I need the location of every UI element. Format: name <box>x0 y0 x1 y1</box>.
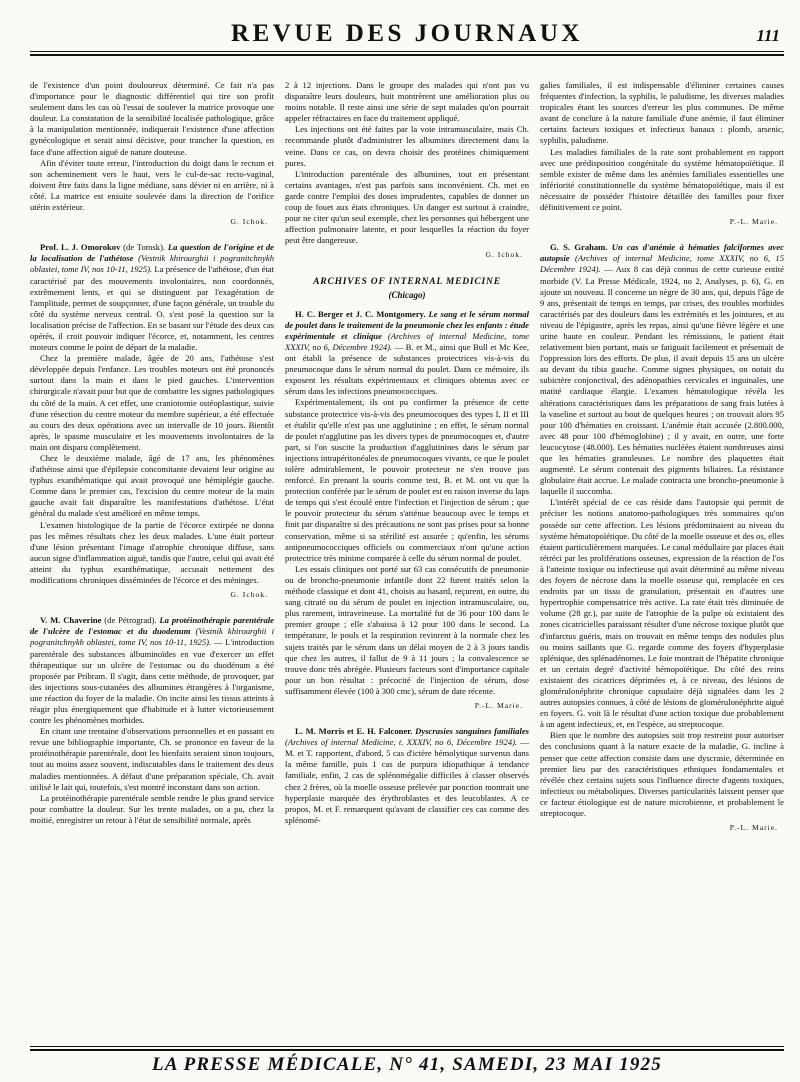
paragraph: Chez le deuxième malade, âgé de 17 ans, les phénomènes d'athétose ainsi que d'épilepsie concomitante devaient leur origine au typhus exanthématique qui avait provoqué une hémiplégie gauche. Comme dans le premier cas, l'excision du centre moteur de la main gauche avait fait disparaître les manifestations d'athétose. L'état général du malade s'est amélioré en même temps. <box>30 453 274 519</box>
article-source: (Archives of internal Medicine, tome XXXIV, no 6, Décembre 1924). <box>285 330 529 352</box>
signature: P.-L. Marie. <box>474 700 523 710</box>
article-source: (Archives of internal Medicine, t. XXXIV, no 6, Décembre 1924). <box>285 737 518 748</box>
paragraph: galies familiales, il est indispensable d'éliminer certaines causes fréquentes d'infection, la syphilis, le paludisme, les diverses maladies tropicales étant les sources d'erreur les plus communes. De même avant de conclure à la nature familiale d'une anémie, il faut éliminer certains facteurs toxiques et infectieux banaux : plomb, arsenic, syphilis, paludisme. <box>540 80 784 146</box>
article-chaverine <box>30 615 274 726</box>
article-text: — L'introduction parentérale des substances albuminoïdes en vue d'exercer un effet thérapeutique sur un ulcère de l'estomac ou du duodénum a été proposée par Pribram. Il s'agit, dans cette méthode, de provoquer, par des injections sous-cutanées des albumines étrangères à l'organisme, une réaction du foyer de la maladie. On incite ainsi les tissus atteints à réagir plus énergiquement que d'habitude et à lutter victorieusement contre les phénomènes morbides. <box>30 637 274 726</box>
signature: G. Ichok. <box>230 217 268 227</box>
signature: P.-L. Marie. <box>729 823 778 833</box>
paragraph: de l'existence d'un point douloureux déterminé. Ce fait n'a pas d'importance pour le diagnostic différentiel qui tire son profit seulement dans les cas où l'essai de soulever la matrice provoque une douleur. La constatation de la sensibilité localisée pathologique, grâce à la manipulation mentionnée, indiquerait l'existence d'une affection gynécologique et serait ainsi décisive, pour trancher la question, en face d'une affection aiguë de nature douteuse. <box>30 80 274 157</box>
paragraph: L'introduction parentérale des albumines, tout en présentant certains avantages, n'est pas parfois sans inconvénient. Ch. met en garde contre l'emploi des doses imprudentes, capables de donner un coup de fouet aux états chroniques. Un danger est surtout à craindre, pour ne citer qu'un seul exemple, chez les personnes qui hébergent une affection pulmonaire latente, et pour lesquelles la réaction du foyer peut être dangereuse. <box>285 168 529 246</box>
paragraph: Les injections ont été faites par la voie intramusculaire, mais Ch. recommande plutôt d'administrer les albumines directement dans la veine. Dans ce cas, on devra choisir des protéines chimiquement pures. <box>285 124 529 168</box>
article-source: (Vestnik khirourghii i pogranitchnykh oblastei, tome IV, nos 10-11, 1925). <box>30 626 274 648</box>
paragraph: Les maladies familiales de la rate sont probablement en rapport avec une prédisposition congénitale du système hématopoïétique. Il semble exister de même dans les anémies familiales essentielles une infériorité constitutionnelle du système hématopoïétique, mais il est nécessaire de posséder l'histoire détaillée des familles pour fixer définitivement ce point. <box>540 146 784 213</box>
article-text: La présence de l'athétose, d'un état caractérisé par des mouvements involontaires, non coordonnés, extrêmement lents, et qui se distinguent par l'exagération de l'amplitude, permet de soupçonner, d'une façon générale, un trouble du côté du système nerveux central. O. s'est posé la question sur la localisation précise de l'affection. En se basant sur l'étude des deux cas opérés, il croit pouvoir indiquer l'écorce, et, notamment, les centres moteurs comme le point de départ de la maladie. <box>30 264 274 353</box>
paragraph: La protéinothérapie parentérale semble rendre le plus grand service pour combattre la douleur. Sur les trente malades, on a pu, chez la moitié, enregistrer un retour à l'état de sensibilité normale, après <box>30 792 274 825</box>
article-omorokov <box>30 242 274 353</box>
article-text: — M. et T. rapportent, d'abord, 5 cas d'ictère hémolytique survenus dans la même famille, puis 1 cas de purpura idiopathique à tendance familiale, enfin, 2 cas de splénomégalie difficiles à classer observés chez 2 frères, où la moelle osseuse prélevée par ponction montrait une hyperplasie marquée des érythroblastes et des leucoblastes. A ce propos, M. et F. remarquent qu'avant de classifier ces cas comme des splénomé- <box>285 737 529 825</box>
article-text: — Aux 8 cas déjà connus de cette curieuse entité morbide (V. La Presse Médicale, 1924, no 2, Analyses, p. 6), G. en ajoute un nouveau. Il concerne un nègre de 30 ans, qui, depuis l'âge de 9 ans, présentait de temps en temps, par crises, des troubles morbides caractérisés par des douleurs dans les extrémités et les jointures, et au niveau de l'épigastre, après les repas, ainsi qu'une fièvre légère et une urine haute en couleur. Pendant les rémissions, le patient était relativement bien portant, mais se fatiguait facilement et présentait de l'oppression lors des efforts. De plus, il avait depuis 15 ans un ulcère au devant du tibia gauche. Comme signes physiques, on notait du subictère conjonctival, des adénopathies cervicales et inguinales, une matité cardiaque élargie. L'examen hématologique révéla les altérations caractéristiques dans les préparations de sang frais lutées à la vaseline et surtout au bout de quelques heures ; on trouvait alors 95 pour 100 d'hématies en croissant. L'anémie était accusée (2.800.000, avec 48 pour 100 d'hémoglobine) ; il y avait, en outre, une forte leucocytose (48.000). Les hématies nucléées étaient nombreuses ainsi que les hématies granuleuses. Le nombre des plaquettes était augmenté. Le sérum contenait des pigments biliaires. La résistance globulaire était accrue. Le malade contracta une broncho-pneumonie à laquelle il succomba. <box>540 264 784 497</box>
journal-section-title: ARCHIVES OF INTERNAL MEDICINE <box>313 276 501 287</box>
signature: G. Ichok. <box>485 250 523 260</box>
article-title: Le sang et le sérum normal de poulet dans le traitement de la pneumonie chez les enfants : étude expérimentale et clinique <box>285 308 529 341</box>
paragraph: 2 à 12 injections. Dans le groupe des malades qui n'ont pas vu disparaître leurs douleurs, huit montrèrent une amélioration plus ou moins notable. Il reste ainsi une série de sept malades qu'on pourrait appeler réfractaires en face du traitement appliqué. <box>285 80 529 124</box>
paragraph: Expérimentalement, ils ont pu confirmer la présence de cette substance protectrice vis-à-vis des pneumocoques des types I, II et III et établir qu'elle n'est pas une agglutinine ; en effet, le sérum normal de poulet n'agglutine pas les divers types de pneumocoques et, d'autre part, si l'on suscite la production d'agglutinines dans le sérum par injections intrapéritonéales de pneumocoques vivants, ce que le poulet tolère admirablement, le pouvoir protecteur ne s'en trouve pas renforcé. En prenant la souris comme test, B. et M. ont vu que la protection conférée par le sérum de poulet est en raison inverse du laps de temps qui s'est écoulé entre l'infection et l'injection de sérum ; que le pouvoir protecteur du sérum s'atténue beaucoup avec le temps et finit par disparaître si des précautions ne sont pas prises pour sa bonne conservation, même si sa stérilité est assurée ; qu'enfin, les sérums antipneumococciques officiels ou commerciaux n'ont qu'une action protectrice très minime comparée à celle du sérum normal de poulet. <box>285 397 529 563</box>
article-graham <box>540 242 784 497</box>
paragraph: L'examen histologique de la partie de l'écorce extirpée ne donna pas les mêmes résultats chez les deux malades. L'une était porteur d'une lésion présentant l'image d'atrophie chronique diffuse, sans aucun signe d'inflammation aiguë, tandis que l'autre, celui qui avait été atteint du typhus exanthématique, accusait nettement des modifications chroniques disséminées de l'écorce et des méninges. <box>30 519 274 586</box>
column-3 <box>540 80 784 1035</box>
article-author: G. S. Graham. <box>550 242 608 253</box>
paragraph: Bien que le nombre des autopsies soit trop restreint pour autoriser des conclusions quant à la nature exacte de la maladie, G. incline à penser que cette affection consiste dans une dyscrasie, déterminée en premier lieu par des caractéristiques ethniques fondamentales et révélée chez certains sujets sous l'influence directe d'agents toxiques, infectieux ou métaboliques. Diverses particularités laissent penser que ce facteur étiologique est de nature microbienne, et probablement le streptocoque. <box>540 730 784 818</box>
paragraph: Afin d'éviter toute erreur, l'introduction du doigt dans le rectum et son acheminement vers le haut, vers le cul-de-sac recto-vaginal, doivent être faits dans la ligne médiane, sans dévier ni en arrière, ni à côté. La matrice est ensuite soulevée dans la direction de l'orifice utérin extérieur. <box>30 157 274 213</box>
page-footer <box>30 1046 784 1077</box>
article-berger <box>285 309 529 398</box>
article-title: Un cas d'anémie à hématies falciformes avec autopsie <box>540 242 784 264</box>
signature: P.-L. Marie. <box>729 217 778 227</box>
article-place: (de Tomsk). <box>120 242 168 253</box>
article-text: — B. et M., ainsi que Bull et Mc Kee, ont établi la présence de substances protectrices vis-à-vis du pneumocoque dans le sérum normal du poulet. Dans ce mémoire, ils exposent les résultats expérimentaux et cliniques obtenus avec ce sérum dans les infections pneumococciques. <box>285 341 529 397</box>
page-header <box>30 0 784 56</box>
article-title: La question de l'origine et de la localisation de l'athétose <box>30 242 274 264</box>
article-source: (Vestnik khirourghii i pogranitchnykh oblastei, tome IV, nos 10-11, 1925). <box>30 253 274 275</box>
article-title: La protéinothérapie parentérale de l'ulcère de l'estomac et du duodenum <box>30 615 274 637</box>
article-author: V. M. Chaverine <box>40 615 102 626</box>
article-title: Dyscrasies sanguines familiales <box>412 726 529 737</box>
footer-text: LA PRESSE MÉDICALE, N° 41, SAMEDI, 23 MAI 1925 <box>152 1054 662 1075</box>
paragraph: Chez la première malade, âgée de 20 ans, l'athétose s'est développée depuis l'enfance. Les troubles moteurs ont été prononcés surtout dans la main et dans le pied gauches. L'intervention chirurgicale n'avait pour but que de combattre les signes pathologiques du côté de la main. A cet effet, une craniotomie ostéoplastique, suivie d'une résection du centre moteur du membre supérieur, a été effectuée au cours des deux opérations avec un intervalle de 10 jours. Bientôt après, le spasme musculaire et les mouvements involontaires de la main ont disparu complètement. <box>30 353 274 452</box>
column-1 <box>30 80 274 1035</box>
article-morris <box>285 726 529 826</box>
page-number: 111 <box>756 26 780 45</box>
article-author: H. C. Berger et J. C. Montgomery. <box>295 308 426 319</box>
signature: G. Ichok. <box>230 590 268 600</box>
paragraph: L'intérêt spécial de ce cas réside dans l'autopsie qui permit de préciser les notions anatomo-pathologiques très sommaires qu'on possède sur cette affection. Les lésions prédominaient au niveau du système hématopoïétique. Du côté de la moelle osseuse et des os, elles étaient particulièrement marquées. Le canal médullaire par places était rétréci par les proliférations osseuses, expression de la réaction de l'os à l'atteinte toxique ou infectieuse qui avait déterminé au même niveau des foyers de nécrose dans la moelle osseuse qui, remplacée en ces endroits par un tissu de granulation, présentait en d'autres une hypertrophie compensatrice très active. La rate était très diminuée de volume (28 gr.), par suite de l'atrophie de la pulpe où existaient des zones cicatricielles paraissant résulter d'une nécrose toxique plutôt que d'infarctus guéris, mais on trouvait en même temps des nodules plus ou moins saillants que G. regarde comme des foyers d'hyperplasie splénique, des splénadénomes. Le foie montrait de l'hépatite chronique et un certain degré d'activité hémopoïétique. Du côté des reins existaient des cicatrices déprimées et, à ce niveau, des lésions de glomérulonéphrite chronique capsulaire déjà signalées dans les 2 autres autopsies connues, à côté de lésions de glomérulonéphrite aiguë en foyers. G. voit là le résultat d'une action toxique due probablement à un agent infectieux, et, en l'espèce, au streptocoque. <box>540 497 784 730</box>
article-source: (Archives of internal Medicine, tome XXXIV, no 6, 15 Décembre 1924). <box>540 253 784 275</box>
article-columns <box>30 80 784 1035</box>
article-place: (de Pétrograd). <box>101 615 160 626</box>
column-2 <box>285 80 529 1035</box>
paragraph: Les essais cliniques ont porté sur 63 cas consécutifs de pneumonie ou de broncho-pneumonie infantile dont 22 furent traités selon la méthode classique et dont 41, choisis au hasard, reçurent, en outre, du sang citraté ou du sérum de poulet en injection intramusculaire, ou, plus rarement, intraveineuse. La mortalité fut de 36 pour 100 dans le premier groupe ; elle s'abaissa à 12 pour 100 dans le second. La température, le pouls et la respiration revinrent à la normale chez les sujets traités par le sérum dans un délai moyen de 2 à 3 jours tandis que chez les autres, il fallut de 9 à 11 jours ; la convalescence se trouve donc très abrégée. Plusieurs facteurs sont d'importance capitale pour un bon résultat : précocité de l'injection de sérum, dose suffisamment élevée (100 à 300 cmc), sérum de date récente. <box>285 563 529 696</box>
paragraph: En citant une trentaine d'observations personnelles et en passant en revue une bibliographie importante, Ch. se prononce en faveur de la protéinothérapie parentérale, dont les bienfaits seraient sinon toujours, tout au moins assez souvent, indiscutables dans le traitement des deux maladies mentionnées. A défaut d'une préparation spéciale, Ch. avait utilisé le lait qui, toutefois, s'est montré inconstant dans son action. <box>30 726 274 792</box>
article-author: L. M. Morris et E. H. Falconer. <box>295 726 413 737</box>
journal-section-place: (Chicago) <box>388 289 426 300</box>
article-author: Prof. L. J. Omorokov <box>40 242 121 253</box>
running-title: REVUE DES JOURNAUX <box>231 20 583 47</box>
